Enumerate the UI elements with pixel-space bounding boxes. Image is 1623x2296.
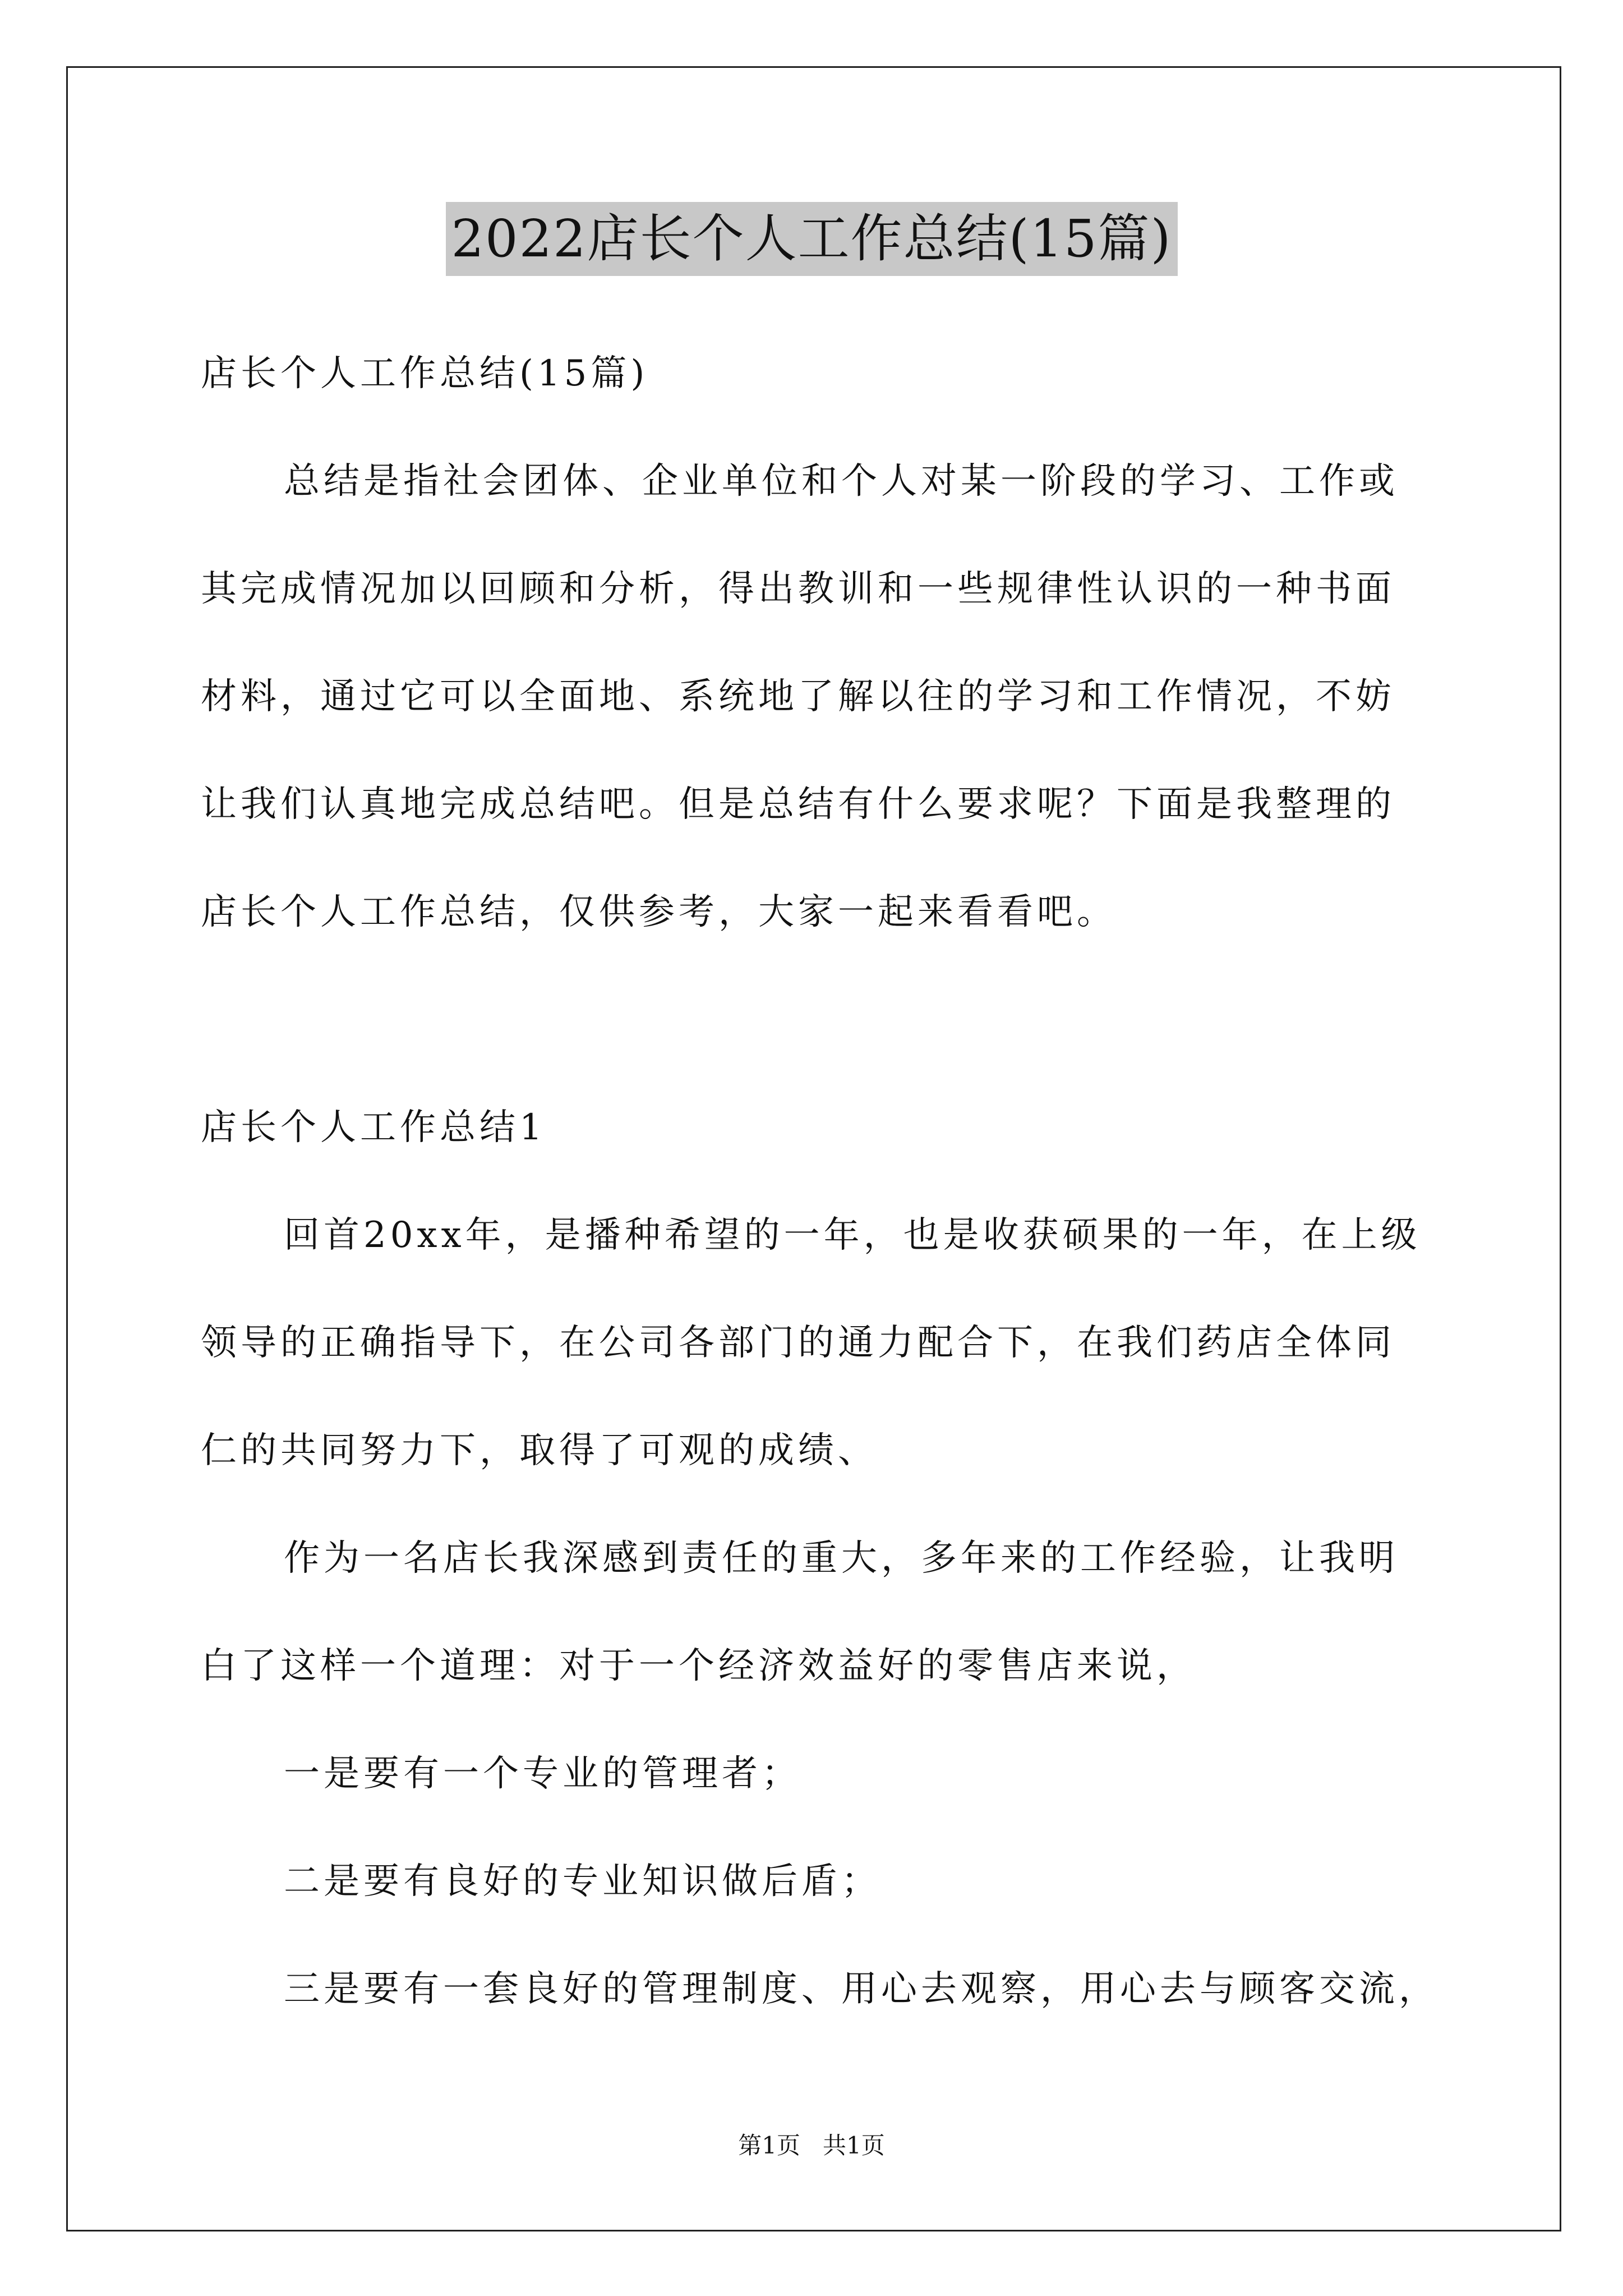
section-spacer: [201, 966, 1435, 1074]
intro-line: 总结是指社会团体、企业单位和个人对某一阶段的学习、工作或: [284, 461, 1399, 502]
paragraph-line: 领导的正确指导下，在公司各部门的通力配合下，在我们药店全体同: [201, 1322, 1395, 1364]
list-item: 三是要有一套良好的管理制度、用心去观察，用心去与顾客交流，: [284, 1968, 1438, 2010]
paragraph-line: 仁的共同努力下，取得了可观的成绩、: [201, 1430, 878, 1471]
intro-line: 店长个人工作总结，仅供参考，大家一起来看看吧。: [201, 891, 1117, 933]
paragraph-line: 作为一名店长我深感到责任的重大，多年来的工作经验，让我明: [284, 1538, 1399, 1579]
intro-line: 材料，通过它可以全面地、系统地了解以往的学习和工作情况，不妨: [201, 676, 1395, 717]
section-heading: 店长个人工作总结1: [201, 1107, 546, 1148]
title-container: [0, 202, 1623, 276]
intro-line: 其完成情况加以回顾和分析，得出教训和一些规律性认识的一种书面: [201, 568, 1395, 610]
page-number-footer: 第1页 共1页: [738, 2132, 885, 2159]
subtitle: 店长个人工作总结(15篇): [201, 353, 649, 394]
list-item: 二是要有良好的专业知识做后盾；: [284, 1861, 881, 1902]
intro-line: 让我们认真地完成总结吧。但是总结有什么要求呢？下面是我整理的: [201, 784, 1395, 825]
list-item: 一是要有一个专业的管理者；: [284, 1753, 801, 1795]
document-title: 2022店长个人工作总结(15篇): [446, 202, 1178, 276]
document-body: [201, 320, 1438, 2043]
paragraph-line: 回首20xx年，是播种希望的一年，也是收获硕果的一年，在上级: [284, 1214, 1421, 1256]
paragraph-line: 白了这样一个道理：对于一个经济效益好的零售店来说，: [201, 1645, 1196, 1687]
